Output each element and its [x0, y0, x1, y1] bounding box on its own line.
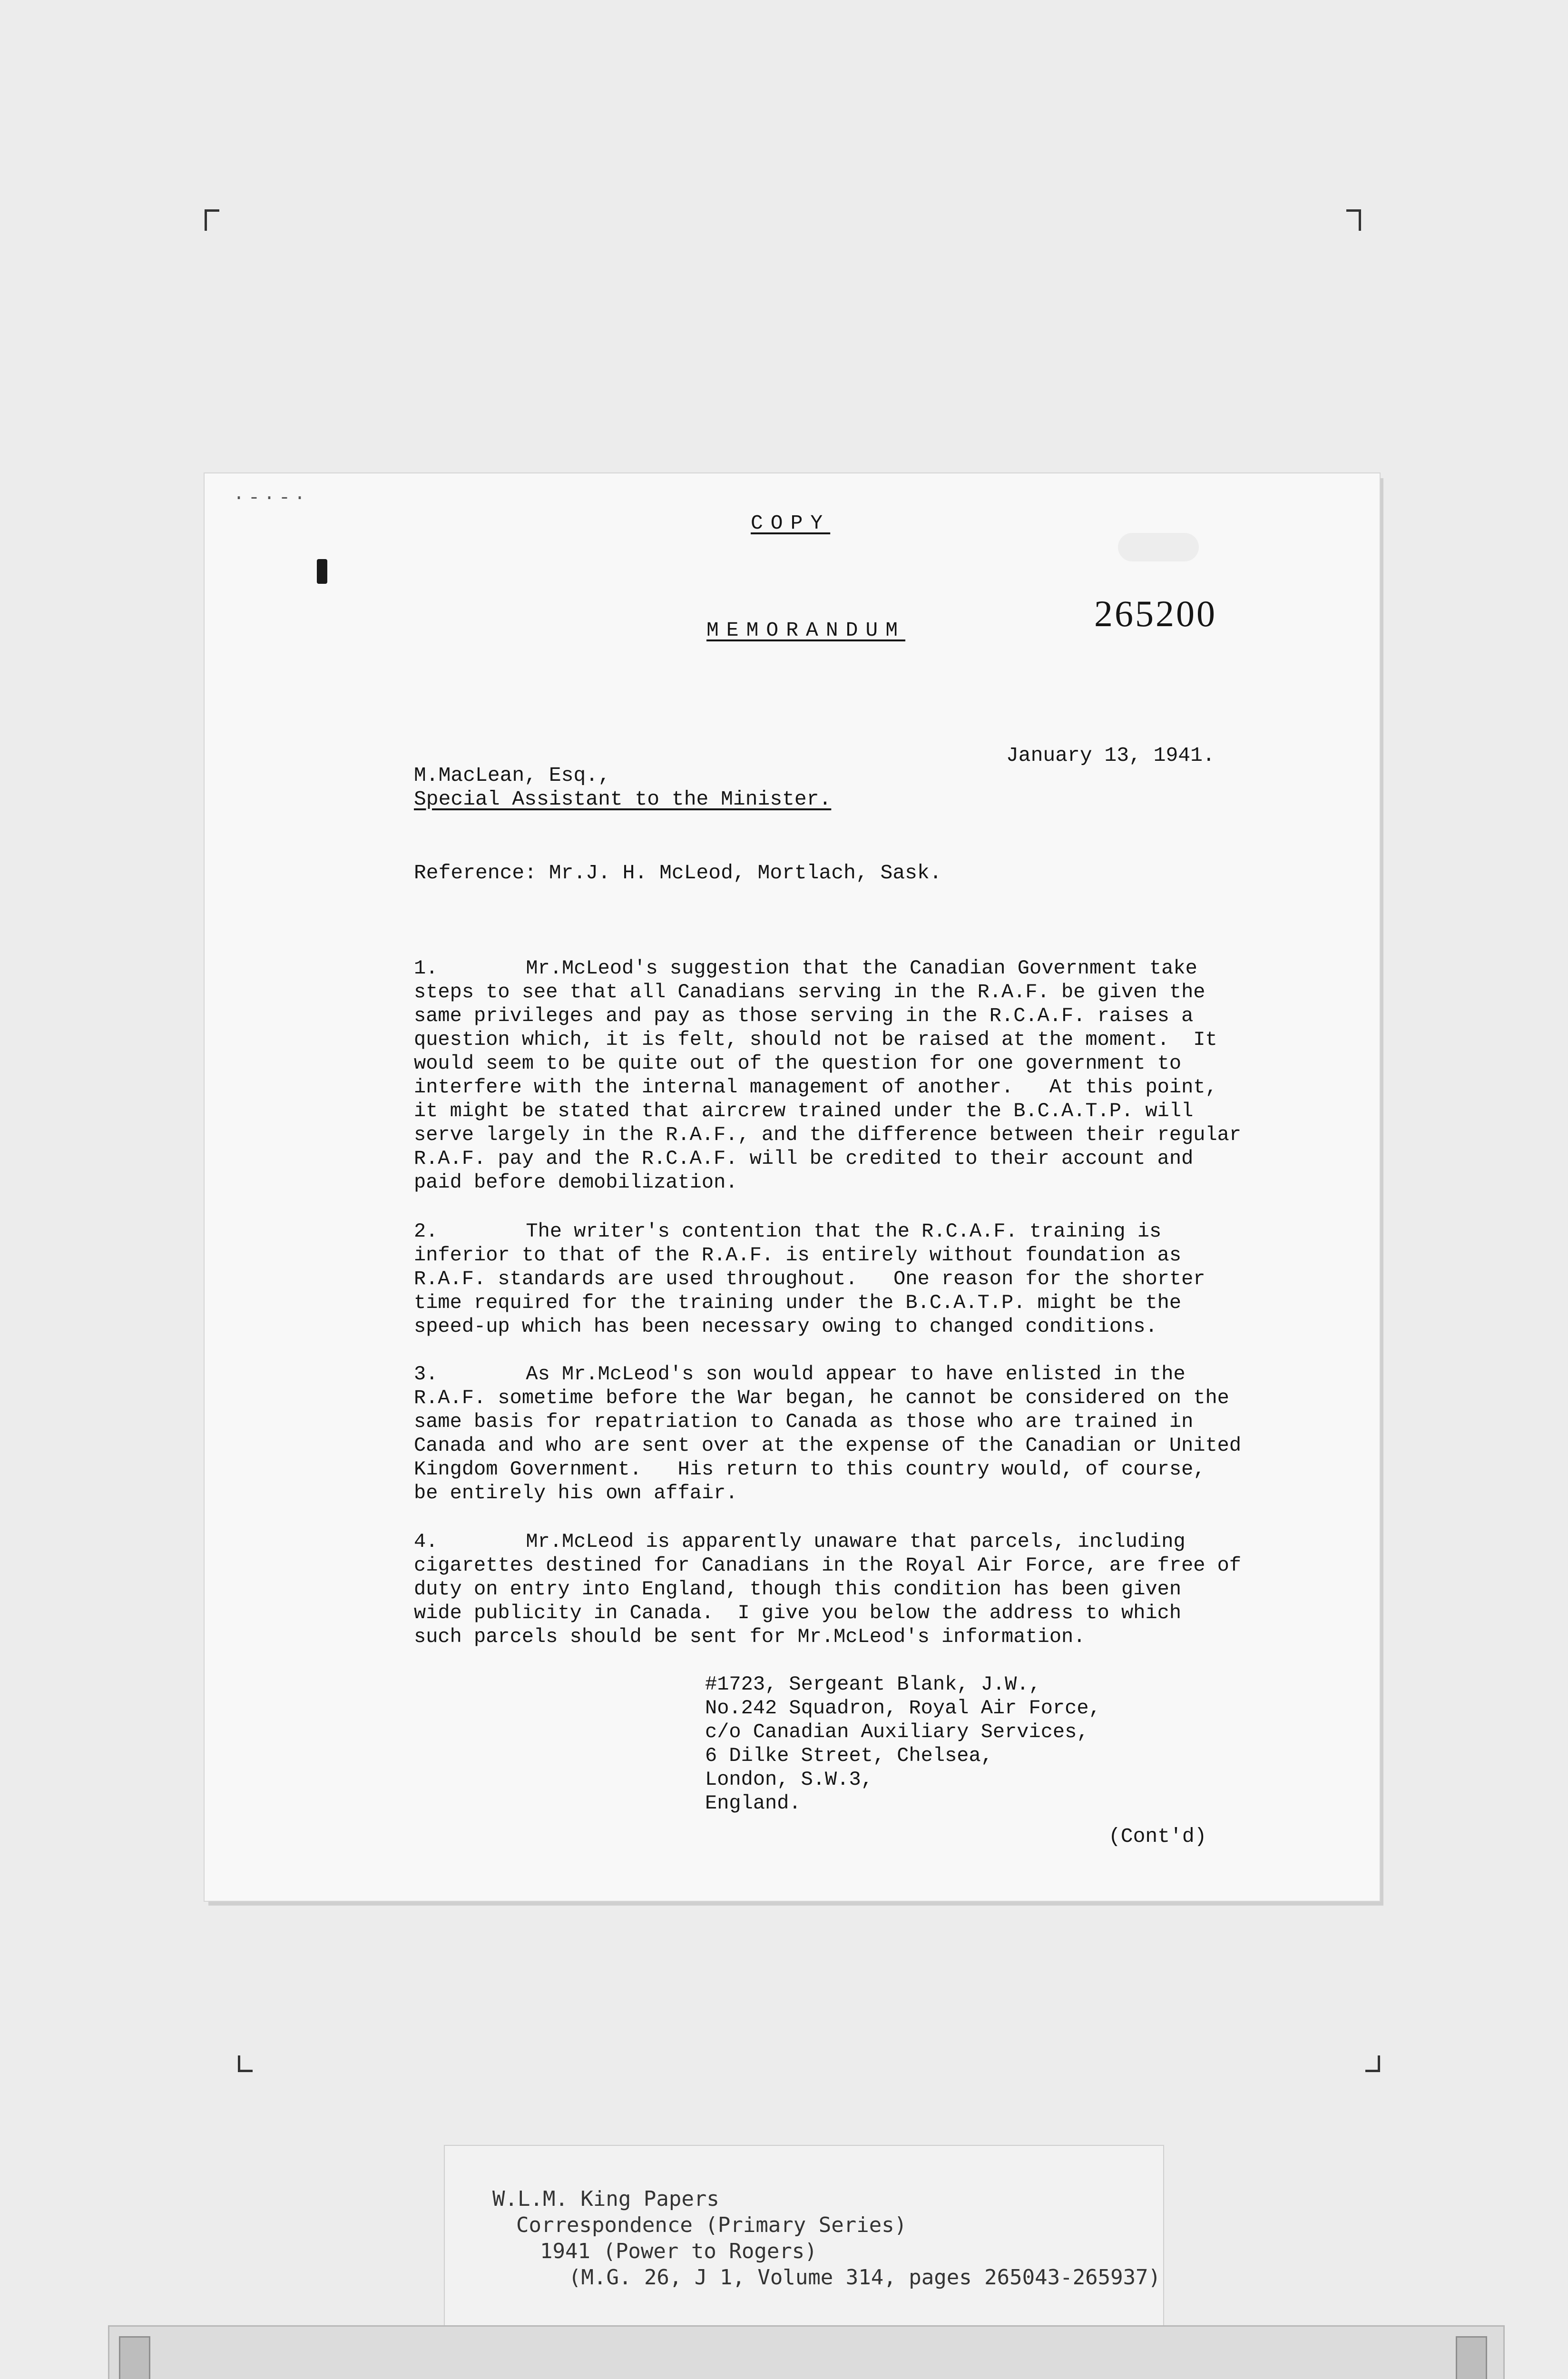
crop-mark-top-right	[1346, 209, 1361, 231]
label-year-range: 1941 (Power to Rogers)	[540, 2239, 817, 2263]
copy-heading: COPY	[751, 511, 831, 535]
recipient-name: M.MacLean, Esq.,	[414, 764, 610, 787]
address-block: #1723, Sergeant Blank, J.W., No.242 Squadron, Royal Air Force, c/o Canadian Auxiliary Services, 6 Dilke Street, Chelsea, London, S.W.3, England.	[705, 1673, 1101, 1815]
paragraph-number: 3.	[414, 1363, 438, 1386]
label-series: Correspondence (Primary Series)	[516, 2213, 907, 2237]
paragraph-1: 1. Mr.McLeod's suggestion that the Canadian Government take steps to see that all Canadians serving in the R.A.F. be given the same privileges and pay as those serving in the R.C.A.F. raises a question which, it is felt, should not be raised at the moment. It would seem to be quite out of the question for one government to interfere with the internal management of another. At this point, it might be stated that aircrew trained under the B.C.A.T.P. will serve largely in the R.A.F., and the difference between their regular R.A.F. pay and the R.C.A.F. will be credited to their account and paid before demobilization.	[414, 957, 1242, 1194]
reference-line: Reference: Mr.J. H. McLeod, Mortlach, Sask.	[414, 861, 942, 885]
paragraph-number: 1.	[414, 957, 438, 980]
label-volume-pages: (M.G. 26, J 1, Volume 314, pages 265043-265937)	[568, 2265, 1161, 2290]
paragraph-number: 2.	[414, 1220, 438, 1243]
punch-hole	[317, 559, 327, 584]
label-collection: W.L.M. King Papers	[492, 2187, 719, 2211]
document-number: 265200	[1094, 593, 1217, 634]
crop-mark-bottom-right	[1365, 2055, 1380, 2072]
memorandum-heading: MEMORANDUM	[706, 619, 906, 642]
public-archives-plate	[109, 2327, 1503, 2379]
paragraph-3: 3. As Mr.McLeod's son would appear to have enlisted in the R.A.F. sometime before the War began, he cannot be considered on the same basis for repatriation to Canada as those who are trained in Canada and who are sent over at the expense of the Canadian or United Kingdom Government. His return to this country would, of course, be entirely his own affair.	[414, 1363, 1242, 1504]
recipient-title: Special Assistant to the Minister.	[414, 787, 832, 811]
crop-mark-top-left	[205, 209, 219, 231]
crop-mark-bottom-left	[238, 2055, 253, 2072]
plate-left-clip	[119, 2336, 150, 2379]
plate-right-clip	[1456, 2336, 1487, 2379]
paragraph-number: 4.	[414, 1530, 438, 1553]
paragraph-4: 4. Mr.McLeod is apparently unaware that parcels, including cigarettes destined for Canadians in the Royal Air Force, are free of duty on entry into England, though this condition has been given wide publicity in Canada. I give you below the address to which such parcels should be sent for Mr.McLeod's information.	[414, 1530, 1242, 1648]
memorandum-page	[205, 473, 1380, 1901]
memo-date: January 13, 1941.	[1006, 744, 1215, 767]
paragraph-2: 2. The writer's contention that the R.C.A.F. training is inferior to that of the R.A.F. is entirely without foundation as R.A.F. standards are used throughout. One reason for the shorter time required for the training under the B.C.A.T.P. might be the speed-up which has been necessary owing to changed conditions.	[414, 1220, 1205, 1338]
edge-mark: ·-·-·	[233, 488, 310, 509]
continued-note: (Cont'd)	[1108, 1825, 1207, 1848]
paper-smudge	[1118, 533, 1199, 561]
